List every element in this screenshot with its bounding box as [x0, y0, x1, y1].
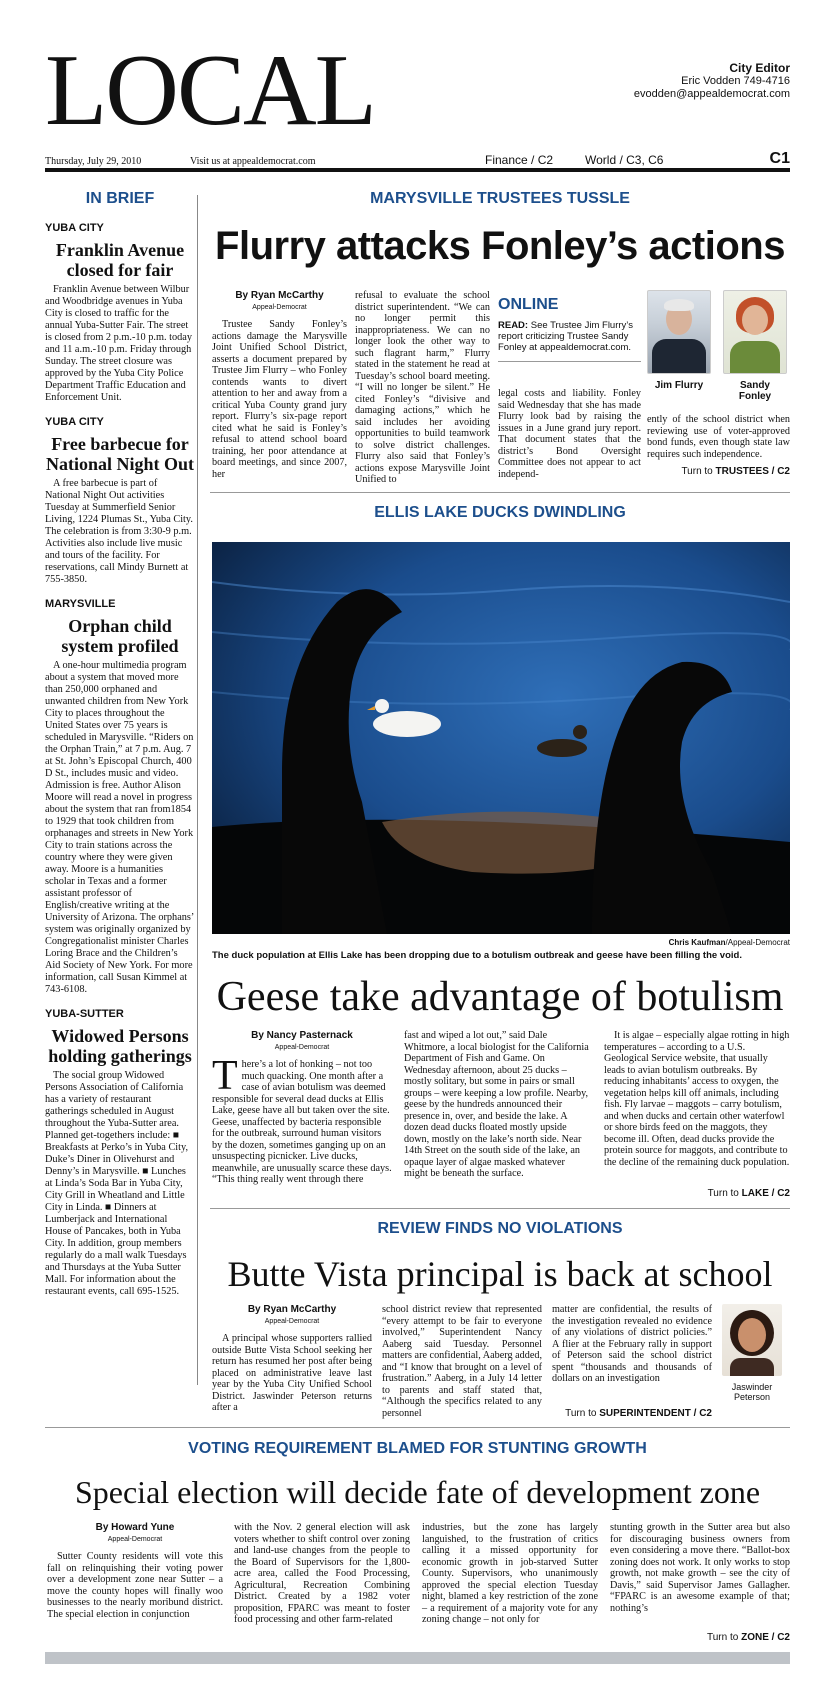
- credit-name: Chris Kaufman: [668, 938, 726, 947]
- editor-name: Eric Vodden 749-4716: [681, 75, 790, 87]
- editor-contact: [634, 62, 790, 101]
- byline-org: Appeal-Democrat: [107, 1535, 163, 1543]
- story-text: [212, 1053, 392, 1186]
- story-text: It is algae – especially algae rotting in high temperatures – according to a U.S. Geological Service website, that usually leads to avian botulism outbreaks. By reducing inhabitants’ access to oxygen, the vegetation helps kill off animals, including fish. Fly larvae – maggots – carry botulism, and when ducks and certain other waterfowl or shore birds feed on the maggots, they become ill. Often, dead ducks provide the protein source for maggots, and contribute to the decline of the remaining duck population.: [604, 1030, 790, 1168]
- finance-ref[interactable]: Finance / C2: [485, 153, 554, 167]
- face-shape: [742, 305, 768, 335]
- brief-place: YUBA-SUTTER: [45, 1008, 124, 1020]
- portrait-photo: [723, 290, 787, 374]
- story4-col1: [47, 1522, 223, 1620]
- jump-prefix: Turn to: [707, 1632, 739, 1643]
- story1-kicker: MARYSVILLE TRUSTEES TUSSLE: [370, 190, 630, 207]
- online-read-label: READ:: [498, 320, 529, 331]
- photo-caption: The duck population at Ellis Lake has been dropping due to a botulism outbreak and geese have been filling the void.: [212, 950, 742, 961]
- story-text: matter are confidential, the results of the investigation revealed no evidence of any violations of district policies.” A flier at the February rally in support of Peterson said the school district spent “thousands and thousands of dollars on an investigation: [552, 1304, 712, 1384]
- story-text: ently of the school district when reviewing use of voter-approved bond funds, even though state law requires such independence.: [647, 414, 790, 460]
- story1-col4: [647, 414, 790, 460]
- online-text[interactable]: [498, 320, 641, 353]
- brief-headline: Widowed Persons holding gatherings: [48, 1026, 192, 1066]
- byline-org: Appeal-Democrat: [264, 1317, 320, 1325]
- dropcap: T: [212, 1053, 238, 1099]
- jump-prefix: Turn to: [681, 466, 713, 477]
- editor-email[interactable]: evodden@appealdemocrat.com: [633, 88, 790, 100]
- site-link[interactable]: Visit us at appealdemocrat.com: [190, 156, 316, 167]
- photo-caption: Jim Flurry: [654, 380, 704, 391]
- story-text: fast and wiped a lot out,” said Dale Whitmore, a local biologist for the California Department of Fish and Game. On Wednesday afternoon, about 25 ducks – mostly solitary, but some in pairs or small groups – were keeping a low profile. Nearby, geese by the hundreds announced their presence in, over, and beside the lake. A dozen dead ducks floated mostly upside down, mostly on the lake’s north side. Near 14th Street on the south side of the lake, an opaque layer of algae masked whatever might be beneath the surface.: [404, 1030, 589, 1179]
- brief-headline: Free barbecue for National Night Out: [45, 434, 195, 474]
- photo-caption-line: Peterson: [733, 1392, 771, 1402]
- in-brief-column: [45, 190, 195, 1298]
- story-text: Trustee Sandy Fonley’s actions damage the Marysville Joint Unified School District, asserts a document prepared by Trustee Jim Flurry – who Fonley contends wants to divert attention to her and away from a critical Yuba County grand jury report. Flurry’s six-page report cited what he said is Fonley’s refusal to attend school board training, her poor attendance at board meetings, and since 2007, her: [212, 319, 347, 480]
- photo-caption-line: Jaswinder: [731, 1382, 773, 1392]
- story1-col1: [212, 290, 347, 480]
- brown-duck: [537, 739, 587, 757]
- hair-shape: [664, 299, 694, 311]
- portrait-photo: [722, 1304, 782, 1376]
- byline: By Ryan McCarthy: [235, 290, 324, 301]
- photo-sandy-fonley[interactable]: [723, 290, 793, 402]
- brief-body: The social group Widowed Persons Association of California has a variety of restaurant gatherings scheduled in August throughout the Yuba-Sutter area. Planned get-togethers include: ■ Breakfasts at Perko’s in Yuba City, Duke’s Diner in Olivehurst and Denny’s in Marysville. ■ Lunches at Linda’s Soda Bar in Yuba City, City Grill in Wheatland and Little City in Linda. ■ Dinners at Lumberjack and International House of Pancakes, both in Yuba City. In addition, group members regularly do a mall walk Tuesdays and Thursdays at the Yuba Sutter Mall. For information about the restaurant events, call 695-1525.: [45, 1070, 189, 1297]
- face-shape: [738, 1318, 766, 1352]
- footer-bar: [45, 1652, 790, 1664]
- jump-target[interactable]: LAKE / C2: [741, 1188, 790, 1199]
- jump-prefix: Turn to: [707, 1188, 739, 1199]
- page-number: C1: [769, 150, 790, 167]
- story4-kicker: VOTING REQUIREMENT BLAMED FOR STUNTING GROWTH: [188, 1440, 647, 1457]
- white-duck: [373, 711, 441, 737]
- story2-col3: [604, 1030, 790, 1168]
- byline: By Nancy Pasternack: [251, 1030, 353, 1041]
- jump-prefix: Turn to: [565, 1408, 597, 1419]
- brief-headline: Franklin Avenue closed for fair: [55, 240, 185, 280]
- story-text: stunting growth in the Sutter area but also for discouraging business owners from even considering a move there. “Ballot-box zoning does not work. It only works to stop growth, not make growth – see the city of Davis,” said Supervisor James Gallagher. “FPARC is an awesome example of that; nothing’s: [610, 1522, 790, 1614]
- portrait-photo: [647, 290, 711, 374]
- jump-target[interactable]: TRUSTEES / C2: [715, 466, 790, 477]
- story2-col2: [404, 1030, 590, 1180]
- story-text: with the Nov. 2 general election will ask voters whether to shift control over zoning and land-use changes from the people to the Board of Supervisors for the 1,800-acre area, called the Food Processing, Agricultural, Recreation Combining District. Created by a 1982 voter proposition, FPARC was meant to foster food processing and other farm-related: [234, 1522, 410, 1625]
- brief-place: MARYSVILLE: [45, 598, 116, 610]
- byline: By Ryan McCarthy: [247, 1304, 337, 1315]
- in-brief-heading: IN BRIEF: [85, 190, 155, 207]
- story4-headline[interactable]: Special election will decide fate of development zone: [74, 1474, 761, 1510]
- masthead-title: LOCAL: [45, 34, 375, 147]
- brief-place: YUBA CITY: [45, 416, 104, 428]
- story1-col2: [355, 290, 490, 486]
- story-divider: [210, 1208, 790, 1209]
- story2-jump[interactable]: [604, 1188, 790, 1199]
- story1-jump[interactable]: [647, 466, 790, 477]
- brown-duck-head: [573, 725, 587, 739]
- photo-jim-flurry[interactable]: [647, 290, 717, 391]
- editor-title: City Editor: [729, 61, 790, 75]
- story-text: Sutter County residents will vote this fall on relinquishing their voting power over a development zone near Sutter – a move the county hopes will finally woo businesses to the nearly moribund district. The special election in conjunction: [47, 1551, 223, 1620]
- byline: By Howard Yune: [95, 1522, 175, 1533]
- suit-shape: [652, 339, 706, 373]
- date: Thursday, July 29, 2010: [45, 156, 142, 167]
- story4-col3: [422, 1522, 598, 1626]
- credit-org: /Appeal-Democrat: [725, 938, 790, 947]
- story3-kicker: REVIEW FINDS NO VIOLATIONS: [377, 1220, 623, 1237]
- story-text: industries, but the zone has largely languished, to the frustration of critics calling it a missed opportunity for economic growth in job-starved Sutter County. Supervisors, who unanimously approved the special election Tuesday night, blamed a key restriction of the zone – a requirement of a majority vote for any zoning change – not only for: [422, 1522, 598, 1625]
- story-text: legal costs and liability. Fonley said Wednesday that she has made Flurry look bad by raising the issues in a June grand jury report. That document states that the district’s Bond Oversight Committee does not appear to act independ-: [498, 388, 641, 480]
- brief-body: A one-hour multimedia program about a system that moved more than 250,000 orphaned and unwanted children from New York City to places throughout the United States over 75 years is scheduled in Marysville. “Riders on the Orphan Train,” at 7 p.m. Aug. 7 at St. John’s Episcopal Church, 400 D St., includes music and video. Admission is free. Author Alison Moore will read a novel in progress about the system that ran from1854 to 1929 that took children from orphanages and streets in New York City to train stations across the country where they were given away. Moore is a humanities scholar in Texas and a former assistant professor of English/creative writing at the University of Arizona. The orphans’ system was originally organized by Congregationalist minister Charles Loring Brace and the Children’s Aid Society of New York. For more information, call Susan Kimmel at 743-6108.: [45, 660, 194, 995]
- story4-col4: [610, 1522, 790, 1614]
- brief-place: YUBA CITY: [45, 222, 104, 234]
- story-text: school district review that represented “every attempt to be fair to everyone involved,” Superintendent Nancy Aaberg said Tuesday. Personnel matters are confidential, Aaberg added, and “I know that brought on a level of frustration.” Aaberg, in a July 14 letter to parents and staff stated that, “Although the specifics related to any personnel: [382, 1304, 542, 1419]
- story3-col2: [382, 1304, 542, 1419]
- top-shape: [730, 341, 780, 373]
- story1-headline[interactable]: Flurry attacks Fonley’s actions: [215, 224, 785, 268]
- story1-col3: [498, 388, 641, 480]
- ellis-lake-photo[interactable]: [212, 542, 790, 934]
- story-text: refusal to evaluate the school district superintendent. “We can no longer permit this inappropriateness. We can no longer look the other way to such flagrant harm,” Flurry stated in the statement he read at Tuesday’s school board meeting. “I will no longer be silent.” He cited Fonley’s “divisive and damaging actions,” which he said includes her avoiding opportunities to build teamwork to solve district challenges. Flurry also said that Fonley’s actions expose Marysville Joint Unified to: [355, 290, 490, 485]
- photo-jaswinder-peterson[interactable]: [722, 1304, 788, 1402]
- byline-org: Appeal-Democrat: [252, 303, 307, 311]
- online-title: ONLINE: [498, 296, 559, 313]
- story-divider: [45, 1427, 790, 1428]
- top-shape: [730, 1358, 774, 1376]
- story4-col2: [234, 1522, 410, 1626]
- masthead-rule: [45, 168, 790, 172]
- online-box: [498, 296, 641, 362]
- world-ref[interactable]: World / C3, C6: [585, 153, 664, 167]
- story-text-body: here’s a lot of honking – not too much quacking. One month after a case of avian botulism was deemed responsible for several dead ducks at Ellis Lake, geese have all but taken over the site. Geese, unaffected by bacteria responsible for the outbreak, surround human visitors by the dozen, sometimes ganging up on an unsuspecting picnicker. Live ducks, meanwhile, are unusually scarce these days. “This thing really went through there: [212, 1059, 392, 1185]
- photo-caption: Sandy Fonley: [738, 380, 772, 402]
- story-divider: [210, 492, 790, 493]
- story2-col1: [212, 1030, 392, 1186]
- photo-illustration: [212, 542, 790, 934]
- white-duck-head: [375, 699, 389, 713]
- brief-body: A free barbecue is part of National Night Out activities Tuesday at Summerfield Senior Living, 1224 Plumas St., Yuba City. The celebration is from 3:30-9 p.m. Activities also include live music and tours of the facility. For reservations, call Mindy Burnett at 755-3850.: [45, 478, 193, 585]
- brief-headline: Orphan child system profiled: [61, 616, 179, 656]
- story3-jump[interactable]: [552, 1408, 712, 1419]
- online-link-text[interactable]: See Trustee Jim Flurry’s report criticizing Trustee Sandy Fonley at appealdemocrat.com.: [498, 320, 633, 353]
- jump-target[interactable]: SUPERINTENDENT / C2: [599, 1408, 712, 1419]
- story4-jump[interactable]: [610, 1632, 790, 1643]
- photo-credit: [212, 938, 790, 947]
- column-divider: [197, 195, 198, 1385]
- brief-body: Franklin Avenue between Wilbur and Woodbridge avenues in Yuba City is closed to traffic for the annual Yuba-Sutter Fair. The street is closed from 2 p.m.-10 p.m. today and 11 a.m.-10 p.m. Friday through Sunday. The street closure was approved by the Yuba City Police Department Traffic Education and Enforcement Unit.: [45, 284, 192, 403]
- story-text: A principal whose supporters rallied outside Butte Vista School seeking her return has resumed her post after being placed on administrative leave last year by the Yuba City Unified School District. Jaswinder Peterson returns after a: [212, 1333, 372, 1413]
- byline-org: Appeal-Democrat: [274, 1043, 330, 1051]
- story2-kicker: ELLIS LAKE DUCKS DWINDLING: [374, 504, 626, 521]
- story3-col1: [212, 1304, 372, 1414]
- story2-headline[interactable]: Geese take advantage of botulism: [216, 974, 784, 1020]
- story3-col3: [552, 1304, 712, 1385]
- story3-headline[interactable]: Butte Vista principal is back at school: [227, 1254, 773, 1294]
- jump-target[interactable]: ZONE / C2: [741, 1632, 790, 1643]
